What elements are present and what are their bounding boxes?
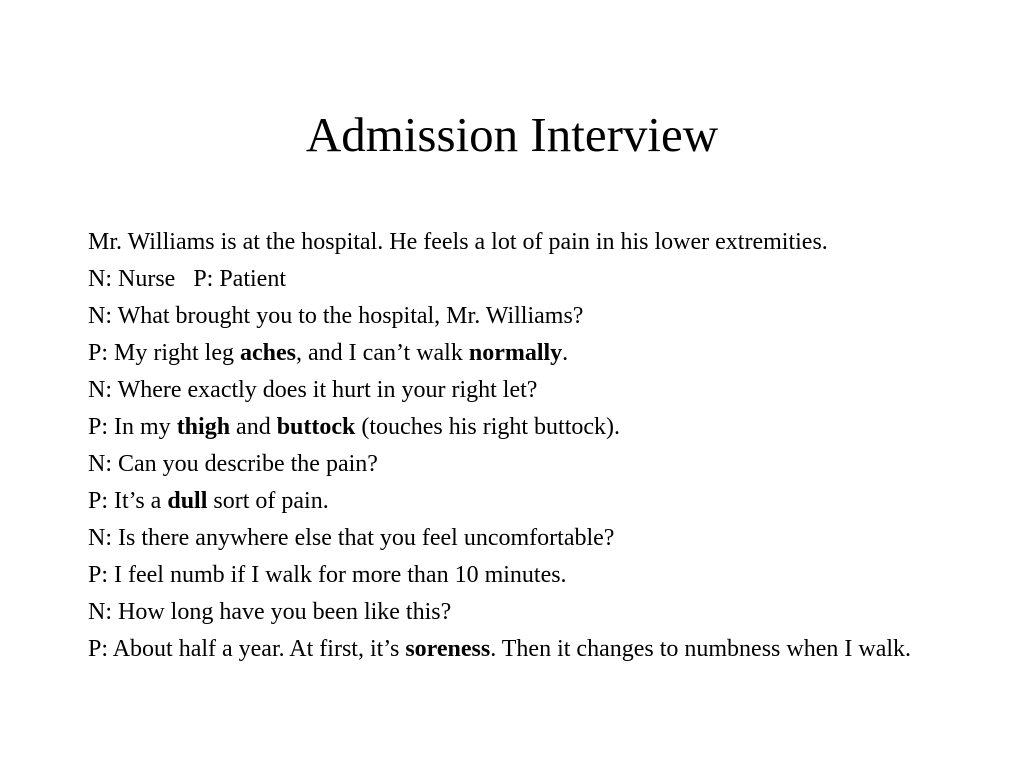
emphasized-term: normally — [468, 340, 563, 366]
line-text: . — [562, 340, 569, 366]
line-text: N: Can you describe the pain? — [88, 451, 378, 477]
emphasized-term: aches — [240, 340, 297, 366]
slide-title: Admission Interview — [305, 107, 719, 162]
line-text: N: How long have you been like this? — [88, 599, 452, 625]
body-line — [88, 376, 948, 405]
line-text: N: Nurse P: Patient — [88, 266, 286, 292]
emphasized-term: thigh — [176, 414, 231, 440]
body-line — [88, 302, 948, 331]
body-line — [88, 265, 948, 294]
body-line — [88, 561, 948, 590]
body-line — [88, 450, 948, 479]
emphasized-term: dull — [167, 488, 208, 514]
line-text: P: It’s a — [88, 488, 168, 514]
body-line — [88, 524, 948, 553]
line-text: N: What brought you to the hospital, Mr. Williams? — [88, 303, 584, 329]
line-text: sort of pain. — [207, 488, 329, 514]
line-text: . Then it changes to numbness when I walk. — [490, 636, 912, 662]
line-text: P: In my — [88, 414, 177, 440]
body-line — [88, 635, 948, 664]
line-text: N: Is there anywhere else that you feel uncomfortable? — [88, 525, 615, 551]
emphasized-term: soreness — [405, 636, 491, 662]
line-text: N: Where exactly does it hurt in your right let? — [88, 377, 538, 403]
body-line — [88, 487, 948, 516]
line-text: Mr. Williams is at the hospital. He feels a lot of pain in his lower extremities. — [88, 229, 828, 255]
line-text: P: I feel numb if I walk for more than 10 minutes. — [88, 562, 567, 588]
line-text: (touches his right buttock). — [355, 414, 621, 440]
line-text: , and I can’t walk — [296, 340, 469, 366]
body-line — [88, 598, 948, 627]
emphasized-term: buttock — [276, 414, 356, 440]
line-text: P: My right leg — [88, 340, 241, 366]
line-text: P: About half a year. At first, it’s — [88, 636, 406, 662]
body-line — [88, 339, 948, 368]
body-line — [88, 413, 948, 442]
line-text: and — [230, 414, 277, 440]
slide-body — [88, 228, 948, 672]
body-line — [88, 228, 948, 257]
